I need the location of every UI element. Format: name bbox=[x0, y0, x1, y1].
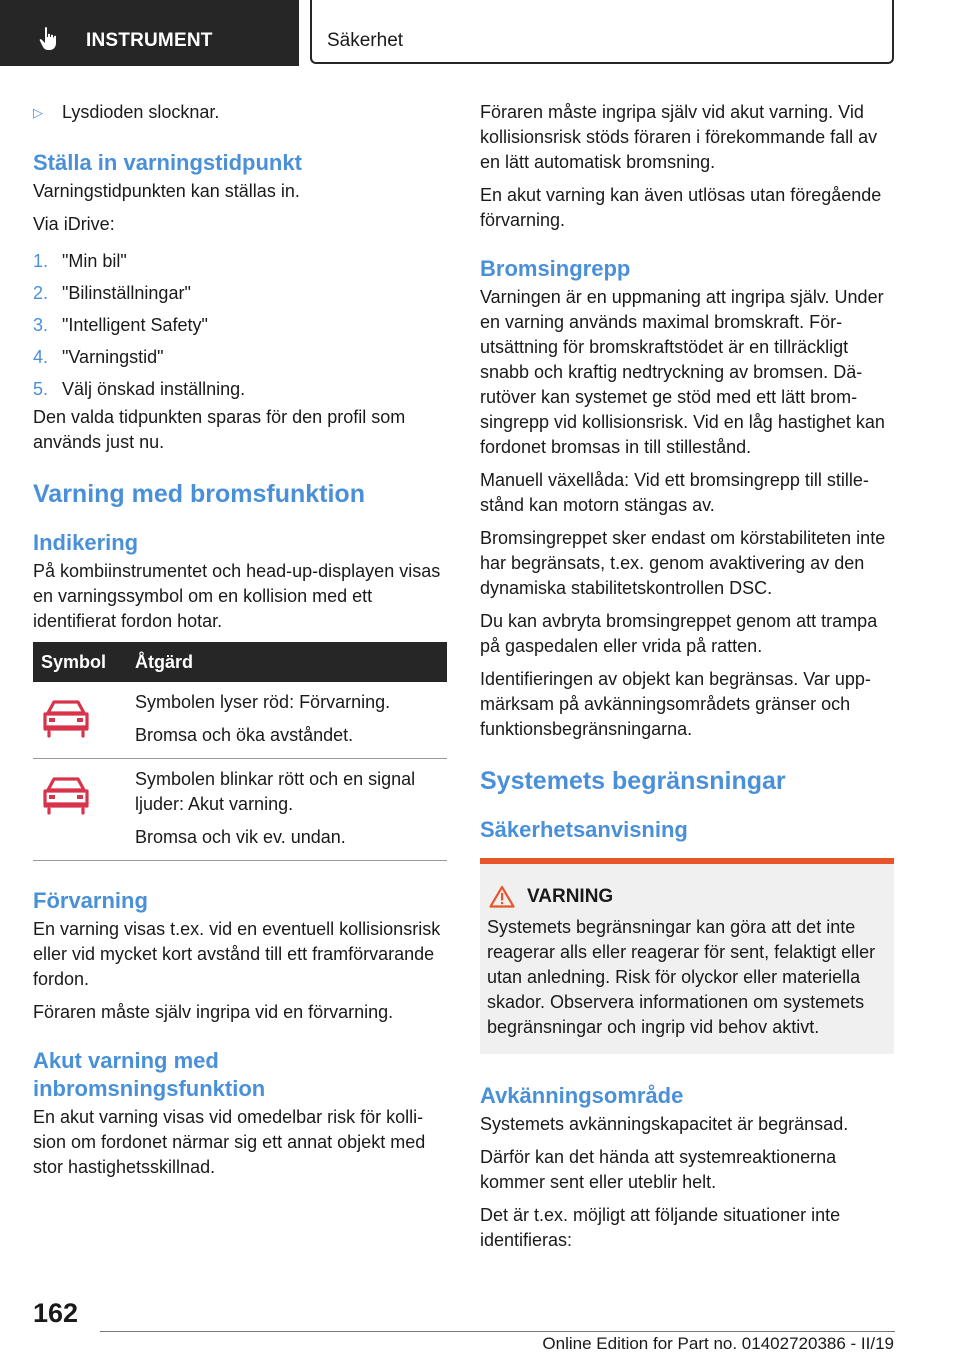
list-item bbox=[33, 345, 447, 370]
table-row bbox=[33, 682, 447, 759]
section-title: Säkerhet bbox=[327, 30, 404, 51]
warning-label: VARNING bbox=[527, 886, 614, 907]
warning-title bbox=[487, 884, 887, 909]
step-number: 1. bbox=[33, 251, 49, 271]
right-column bbox=[480, 100, 894, 1261]
paragraph-acute-warning: En akut varning visas vid omedelbar risk för kollision om fordonet närmar sig ett annat objekt med stor hastighetsskillnad. bbox=[33, 1107, 426, 1177]
step-number: 5. bbox=[33, 379, 49, 399]
footer-divider bbox=[100, 1331, 895, 1332]
action-text: Bromsa och öka avståndet. bbox=[135, 725, 354, 745]
step-text: "Varningstid" bbox=[62, 347, 164, 367]
step-number: 2. bbox=[33, 283, 49, 303]
section-tab bbox=[310, 0, 894, 64]
paragraph-range-2: Därför kan det hända att systemreaktionerna kommer sent eller uteblir helt. bbox=[480, 1147, 837, 1192]
warning-box bbox=[480, 858, 894, 1054]
warning-triangle-icon bbox=[489, 885, 515, 908]
list-item bbox=[33, 377, 447, 402]
triangle-bullet-icon: ▷ bbox=[33, 105, 43, 120]
action-text: Symbolen lyser röd: Förvarning. bbox=[135, 692, 391, 712]
heading-warning-timing: Ställa in varningstidpunkt bbox=[33, 150, 302, 175]
heading-indication: Indikering bbox=[33, 530, 139, 555]
chapter-tab bbox=[0, 0, 299, 66]
edition-text: Online Edition for Part no. 01402720386 - II/19 bbox=[542, 1334, 894, 1353]
action-text: Symbolen blinkar rött och en signal ljuder: Akut varning. bbox=[135, 769, 416, 814]
action-cell bbox=[135, 682, 447, 759]
list-item bbox=[33, 281, 447, 306]
step-number: 4. bbox=[33, 347, 49, 367]
hand-pointer-icon bbox=[38, 26, 62, 52]
heading-detection-range: Avkänningsområde bbox=[480, 1083, 684, 1108]
column-header-action: Åtgärd bbox=[135, 642, 447, 682]
paragraph-range-1: Systemets avkänningskapacitet är begränsad. bbox=[480, 1114, 849, 1134]
list-item bbox=[33, 313, 447, 338]
heading-safety-notice: Säkerhetsanvisning bbox=[480, 817, 688, 842]
paragraph-profile-saved: Den valda tidpunkten sparas för den profil som används just nu. bbox=[33, 407, 406, 452]
symbol-table bbox=[33, 642, 447, 861]
table-header-row bbox=[33, 642, 447, 682]
heading-brake-intervention: Bromsingrepp bbox=[480, 256, 631, 281]
paragraph-timing: Varningstidpunkten kan ställas in. bbox=[33, 181, 300, 201]
heading-acute-warning: Akut varning med inbromsningsfunktion bbox=[33, 1048, 266, 1101]
paragraph-driver-intervene: Föraren måste ingripa själv vid akut varning. Vid kollisionsrisk stöds föraren i förekommande fall av en lätt automatisk bromsning. bbox=[480, 102, 878, 172]
step-text: "Min bil" bbox=[62, 251, 127, 271]
paragraph-range-3: Det är t.ex. möjligt att följande situationer inte identifieras: bbox=[480, 1205, 841, 1250]
left-column bbox=[33, 100, 447, 1188]
heading-brake-warning: Varning med bromsfunktion bbox=[33, 480, 365, 508]
paragraph-without-pre-warning: En akut varning kan även utlösas utan föregående förvarning. bbox=[480, 185, 882, 230]
step-text: "Intelligent Safety" bbox=[62, 315, 208, 335]
paragraph-pre-warning-2: Föraren måste själv ingripa vid en förvarning. bbox=[33, 1002, 394, 1022]
paragraph-via-idrive: Via iDrive: bbox=[33, 214, 115, 234]
heading-pre-warning: Förvarning bbox=[33, 888, 148, 913]
car-collision-warning-icon bbox=[41, 696, 91, 738]
action-text: Bromsa och vik ev. undan. bbox=[135, 827, 346, 847]
symbol-cell bbox=[33, 759, 135, 861]
symbol-cell bbox=[33, 682, 135, 759]
paragraph-pre-warning-1: En varning visas t.ex. vid en eventuell kollisionsrisk eller vid mycket kort avstånd till ett framförvarande fordon. bbox=[33, 919, 441, 989]
heading-system-limits: Systemets begränsningar bbox=[480, 767, 786, 795]
chapter-title: INSTRUMENT bbox=[86, 30, 213, 51]
column-header-symbol: Symbol bbox=[33, 642, 135, 682]
step-text: Välj önskad inställning. bbox=[62, 379, 246, 399]
paragraph-brake-intervention-2: Manuell växellåda: Vid ett bromsingrepp till stillestånd kan motorn stängas av. bbox=[480, 470, 869, 515]
step-text: "Bilinställningar" bbox=[62, 283, 191, 303]
action-cell bbox=[135, 759, 447, 861]
result-bullet bbox=[33, 100, 447, 125]
car-collision-warning-icon bbox=[41, 773, 91, 815]
list-item bbox=[33, 249, 447, 274]
steps-list bbox=[33, 249, 447, 402]
paragraph-indication: På kombiinstrumentet och head-up-displayen visas en varningssymbol om en kollision med ett identifierat fordon hotar. bbox=[33, 561, 441, 631]
paragraph-brake-intervention-5: Identifieringen av objekt kan begränsas. Var uppmärksam på avkänningsområdets gränser och funktionsbegränsningarna. bbox=[480, 669, 871, 739]
warning-text: Systemets begränsningar kan göra att det inte reagerar alls eller reagerar för sent, felaktigt eller utan anledning. Risk för olyckor eller materiella skador. Observera informationen om systemets begränsningar och ingrip vid behov aktivt. bbox=[487, 917, 876, 1037]
paragraph-brake-intervention-1: Varningen är en uppmaning att ingripa själv. Under en varning används maximal bromskraft. Förutsättning för bromskraftstödet är en tillräckligt snabb och kraftig nedtryckning av bromsen. Därutöver kan systemet ge stöd med ett lätt bromsingrepp vid kollisionsrisk. Vid en låg hastighet kan fordonet bromsas in till stillestånd. bbox=[480, 287, 885, 457]
table-row bbox=[33, 759, 447, 861]
paragraph-brake-intervention-3: Bromsingreppet sker endast om körstabiliteten inte har begränsats, t.ex. genom avaktivering av den dynamiska stabilitetskontrollen DSC. bbox=[480, 528, 886, 598]
bullet-text: Lysdioden slocknar. bbox=[62, 102, 220, 122]
step-number: 3. bbox=[33, 315, 49, 335]
page-number: 162 bbox=[33, 1298, 79, 1328]
paragraph-brake-intervention-4: Du kan avbryta bromsingreppet genom att trampa på gaspedalen eller vrida på ratten. bbox=[480, 611, 878, 656]
page-header bbox=[0, 0, 960, 66]
